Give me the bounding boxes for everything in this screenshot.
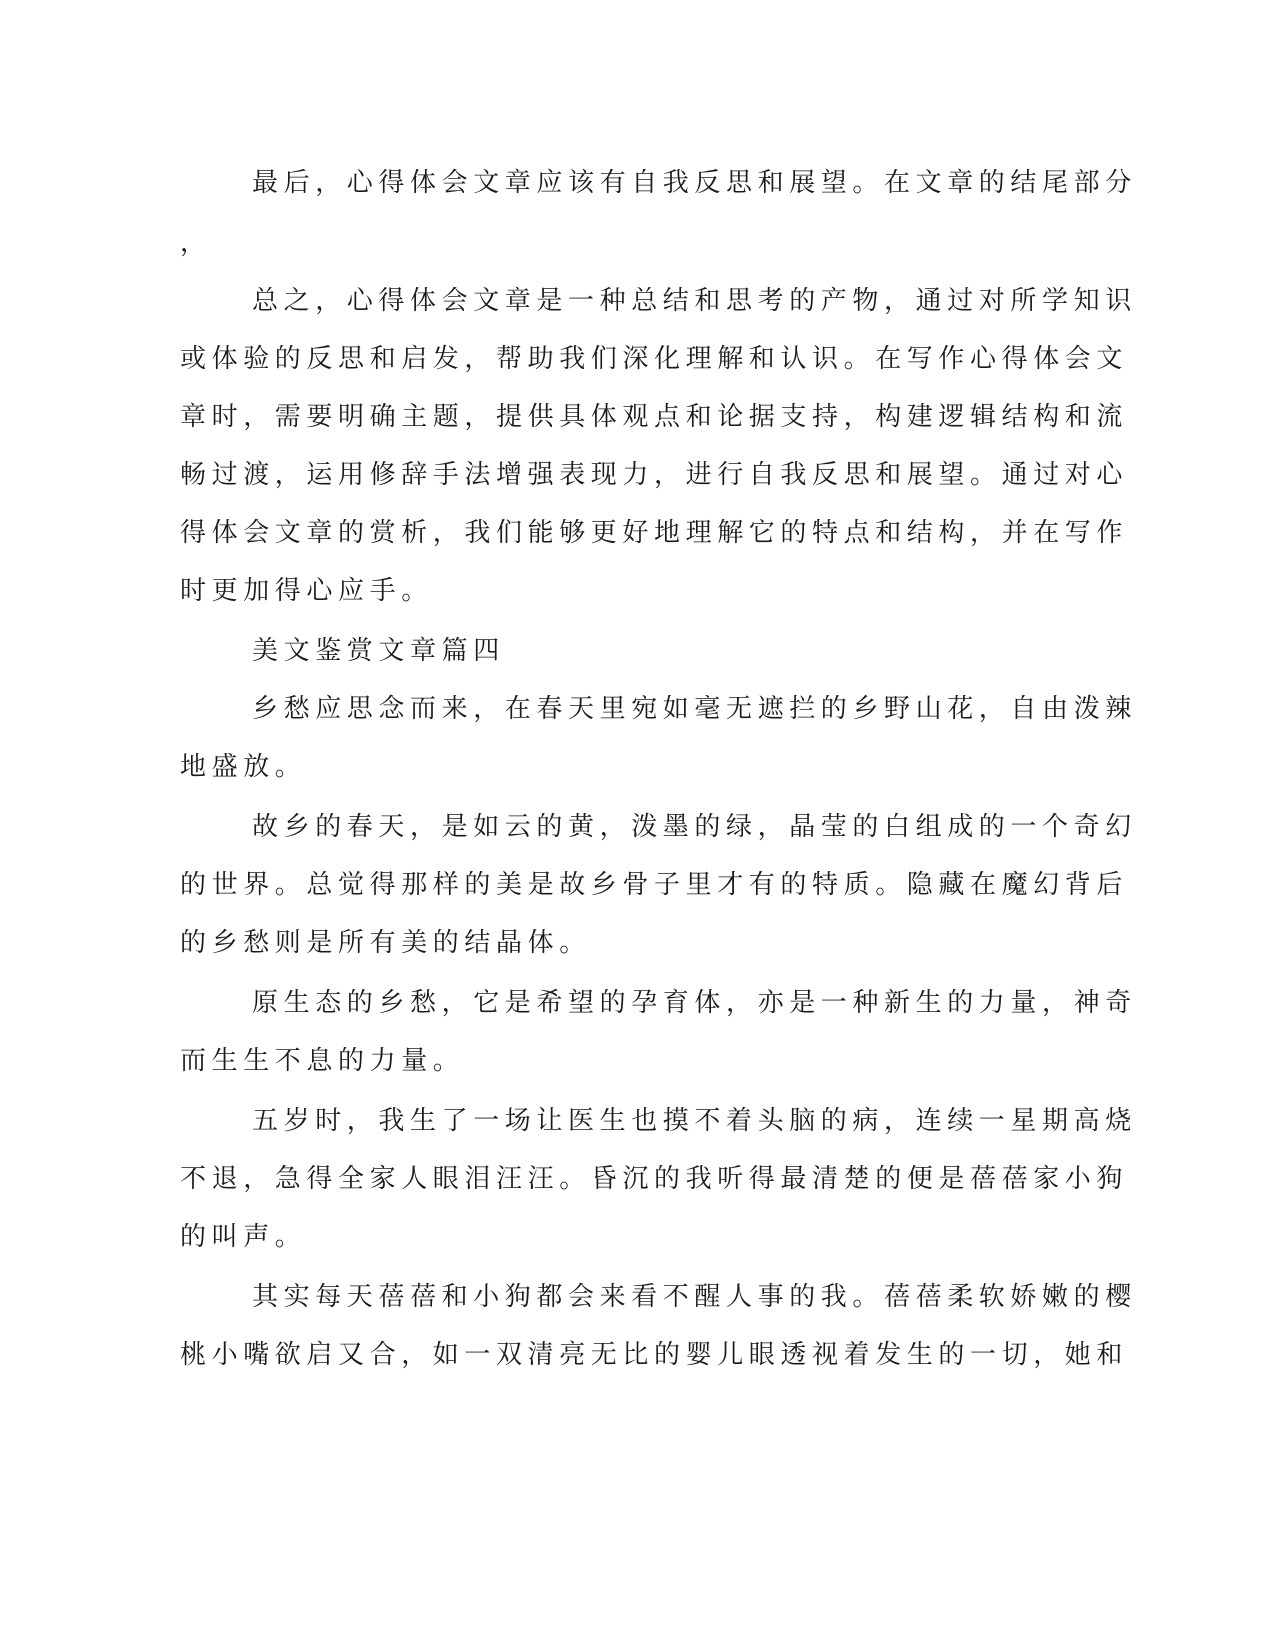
paragraph-line: 五岁时，我生了一场让医生也摸不着头脑的病，连续一星期高烧: [252, 1106, 1137, 1136]
paragraph-line: 时更加得心应手。: [180, 576, 433, 606]
paragraph-line: 或体验的反思和启发，帮助我们深化理解和认识。在写作心得体会文: [180, 344, 1129, 374]
paragraph-line: 得体会文章的赏析，我们能够更好地理解它的特点和结构，并在写作: [180, 518, 1129, 548]
paragraph-line: 畅过渡，运用修辞手法增强表现力，进行自我反思和展望。通过对心: [180, 460, 1129, 490]
paragraph-line: 桃小嘴欲启又合，如一双清亮无比的婴儿眼透视着发生的一切，她和: [180, 1340, 1129, 1370]
paragraph-line: 的乡愁则是所有美的结晶体。: [180, 928, 591, 958]
paragraph-line: 原生态的乡愁，它是希望的孕育体，亦是一种新生的力量，神奇: [252, 988, 1137, 1018]
paragraph-line: 地盛放。: [180, 752, 307, 782]
paragraph-line: 不退，急得全家人眼泪汪汪。昏沉的我听得最清楚的便是蓓蓓家小狗: [180, 1164, 1129, 1194]
paragraph-line: ，: [180, 228, 212, 258]
paragraph-line: 故乡的春天，是如云的黄，泼墨的绿，晶莹的白组成的一个奇幻: [252, 812, 1137, 842]
paragraph-line: 乡愁应思念而来，在春天里宛如毫无遮拦的乡野山花，自由泼辣: [252, 694, 1137, 724]
paragraph-line: 其实每天蓓蓓和小狗都会来看不醒人事的我。蓓蓓柔软娇嫩的樱: [252, 1282, 1137, 1312]
paragraph-line: 的叫声。: [180, 1222, 307, 1252]
paragraph-line: 而生生不息的力量。: [180, 1046, 465, 1076]
paragraph-line: 的世界。总觉得那样的美是故乡骨子里才有的特质。隐藏在魔幻背后: [180, 870, 1129, 900]
paragraph-line: 总之，心得体会文章是一种总结和思考的产物，通过对所学知识: [252, 286, 1137, 316]
paragraph-line: 章时，需要明确主题，提供具体观点和论据支持，构建逻辑结构和流: [180, 402, 1129, 432]
section-heading: 美文鉴赏文章篇四: [252, 636, 505, 666]
paragraph-line: 最后，心得体会文章应该有自我反思和展望。在文章的结尾部分: [252, 168, 1137, 198]
